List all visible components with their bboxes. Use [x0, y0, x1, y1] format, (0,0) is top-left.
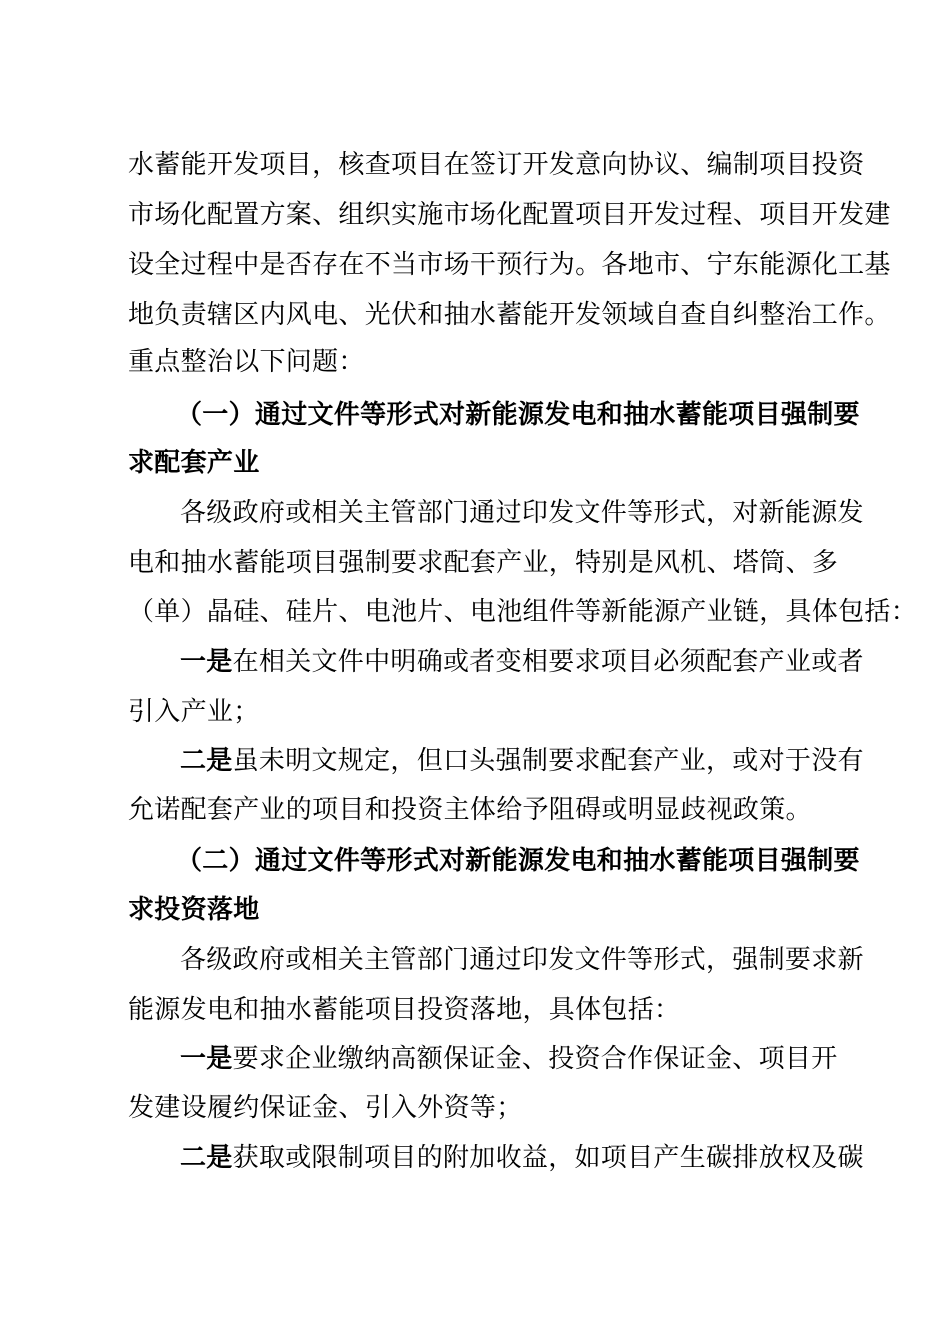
body-line: 各级政府或相关主管部门通过印发文件等形式，对新能源发 [180, 498, 864, 528]
list-item-text: 获取或限制项目的附加收益，如项目产生碳排放权及碳 [232, 1143, 864, 1173]
body-line: 水蓄能开发项目，核查项目在签订开发意向协议、编制项目投资 [128, 150, 865, 180]
list-item-lead: 二是 [180, 746, 233, 776]
list-item-lead: 二是 [180, 1143, 233, 1173]
body-line: 能源发电和抽水蓄能项目投资落地，具体包括： [128, 995, 681, 1025]
body-line: 地负责辖区内风电、光伏和抽水蓄能开发领域自查自纠整治工作。 [128, 300, 891, 330]
list-item-lead: 一是 [180, 1044, 233, 1074]
list-item-cont: 发建设履约保证金、引入外资等； [128, 1093, 523, 1123]
body-line: （单）晶硅、硅片、电池片、电池组件等新能源产业链，具体包括： [128, 597, 918, 627]
list-item [180, 642, 864, 682]
body-line: 重点整治以下问题： [128, 347, 365, 377]
section2-heading: （二）通过文件等形式对新能源发电和抽水蓄能项目强制要 [176, 846, 860, 876]
list-item-lead: 一是 [180, 647, 233, 677]
section1-heading: （一）通过文件等形式对新能源发电和抽水蓄能项目强制要 [176, 400, 860, 430]
list-item [180, 741, 864, 781]
list-item-cont: 引入产业； [128, 697, 260, 727]
body-line: 市场化配置方案、组织实施市场化配置项目开发过程、项目开发建 [128, 200, 891, 230]
body-line: 各级政府或相关主管部门通过印发文件等形式，强制要求新 [180, 945, 864, 975]
body-line: 设全过程中是否存在不当市场干预行为。各地市、宁东能源化工基 [128, 250, 891, 280]
body-line: 电和抽水蓄能项目强制要求配套产业，特别是风机、塔筒、多 [128, 548, 839, 578]
section1-heading-cont: 求配套产业 [128, 448, 260, 478]
section2-heading-cont: 求投资落地 [128, 895, 260, 925]
list-item [180, 1039, 838, 1079]
list-item-cont: 允诺配套产业的项目和投资主体给予阻碍或明显歧视政策。 [128, 795, 812, 825]
list-item-text: 要求企业缴纳高额保证金、投资合作保证金、项目开 [232, 1044, 838, 1074]
list-item-text: 在相关文件中明确或者变相要求项目必须配套产业或者 [232, 647, 864, 677]
list-item-text: 虽未明文规定，但口头强制要求配套产业，或对于没有 [232, 746, 864, 776]
list-item [180, 1138, 864, 1178]
